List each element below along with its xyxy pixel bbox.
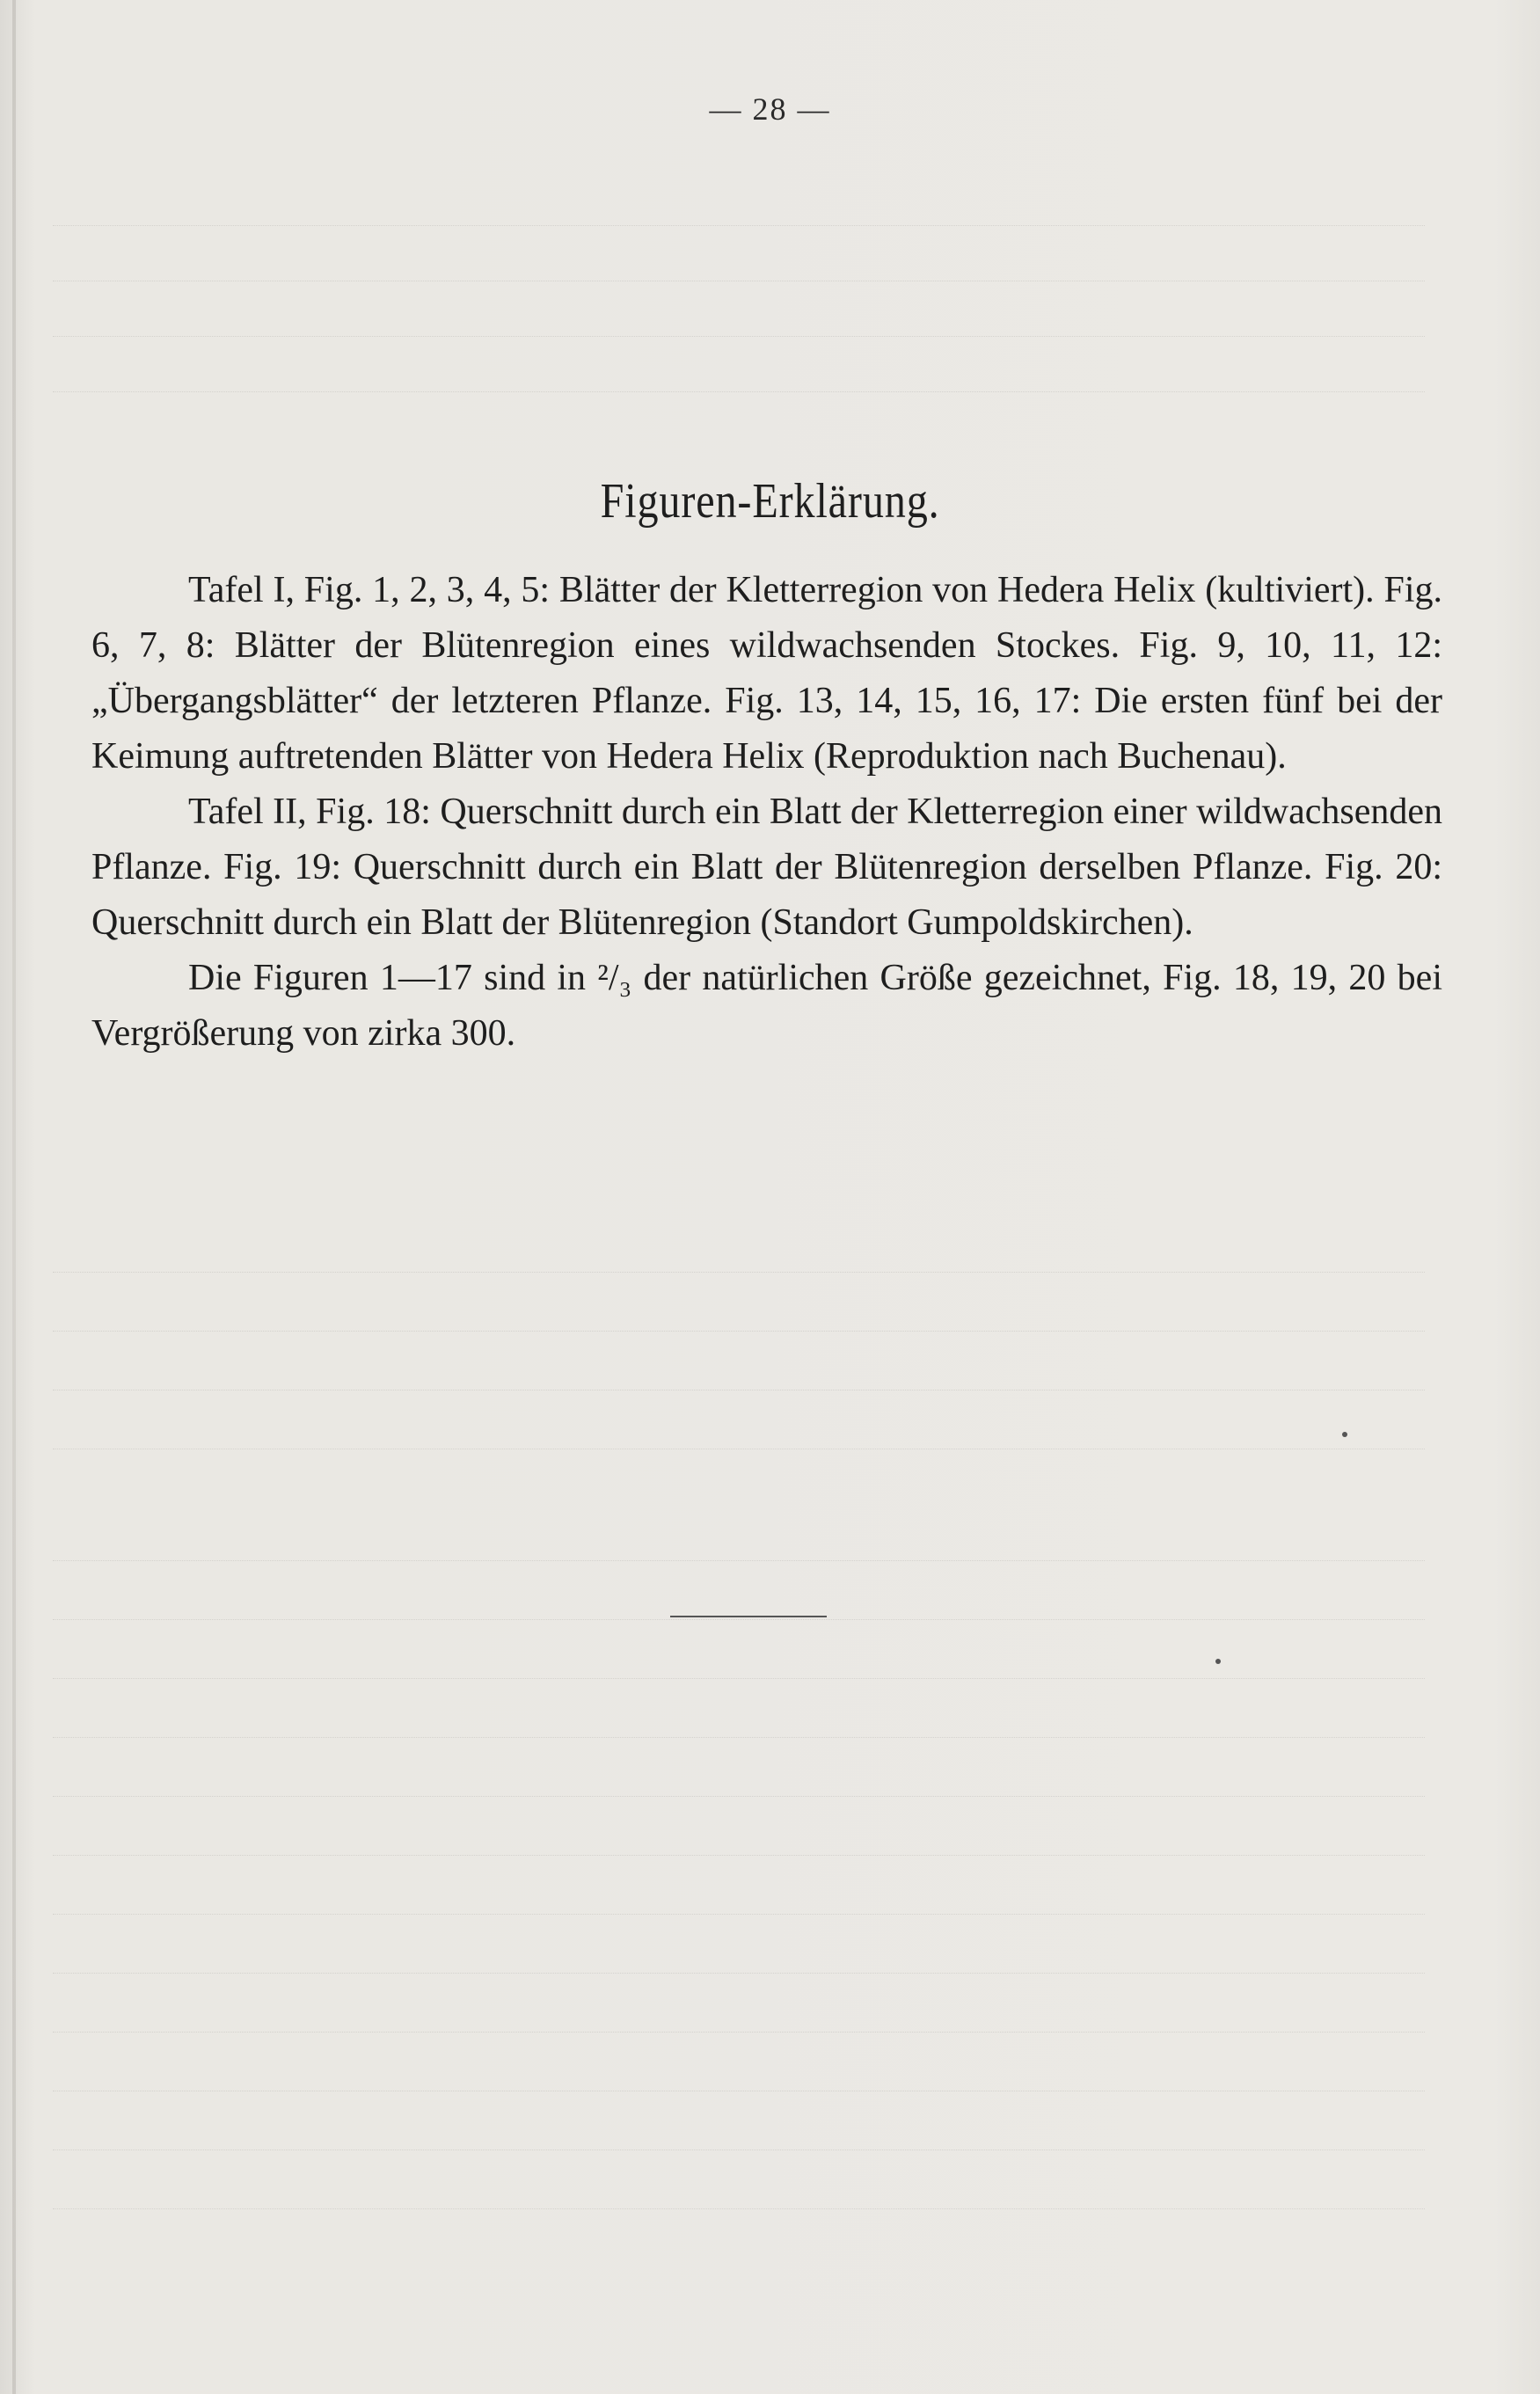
paragraph-tafel-2: Tafel II, Fig. 18: Querschnitt durch ein Blatt der Kletterregion einer wildwachsenden Pflanze. Fig. 19: Querschnitt durch ein Blatt der Blütenregion derselben Pflanze. Fig. 20: Querschnitt durch ein Blatt der Blütenregion (Standort Gumpoldskirchen).	[91, 792, 1442, 943]
paragraph-tafel-1: Tafel I, Fig. 1, 2, 3, 4, 5: Blätter der Kletterregion von Hedera Helix (kultiviert). Fig. 6, 7, 8: Blätter der Blütenregion eines wildwachsenden Stockes. Fig. 9, 10, 11, 12: „Übergangsblätter“ der letzteren Pflanze. Fig. 13, 14, 15, 16, 17: Die ersten fünf bei der Keimung auftretenden Blätter von Hedera Helix (Reproduktion nach Buchenau).	[91, 570, 1442, 777]
separator-rule	[670, 1616, 827, 1617]
figure-legend-text	[91, 563, 1442, 1062]
section-heading: Figuren-Erklärung.	[600, 474, 940, 529]
show-through-texture	[53, 176, 1425, 440]
binding-edge	[12, 0, 16, 2394]
paragraph-scale-note: Die Figuren 1—17 sind in ²/₃ der natürlichen Größe gezeichnet, Fig. 18, 19, 20 bei Vergrößerung von zirka 300.	[91, 958, 1442, 1054]
page-number: — 28 —	[709, 91, 831, 127]
show-through-texture-lower	[53, 1223, 1425, 2322]
speck	[1215, 1659, 1221, 1664]
speck	[1342, 1432, 1347, 1437]
